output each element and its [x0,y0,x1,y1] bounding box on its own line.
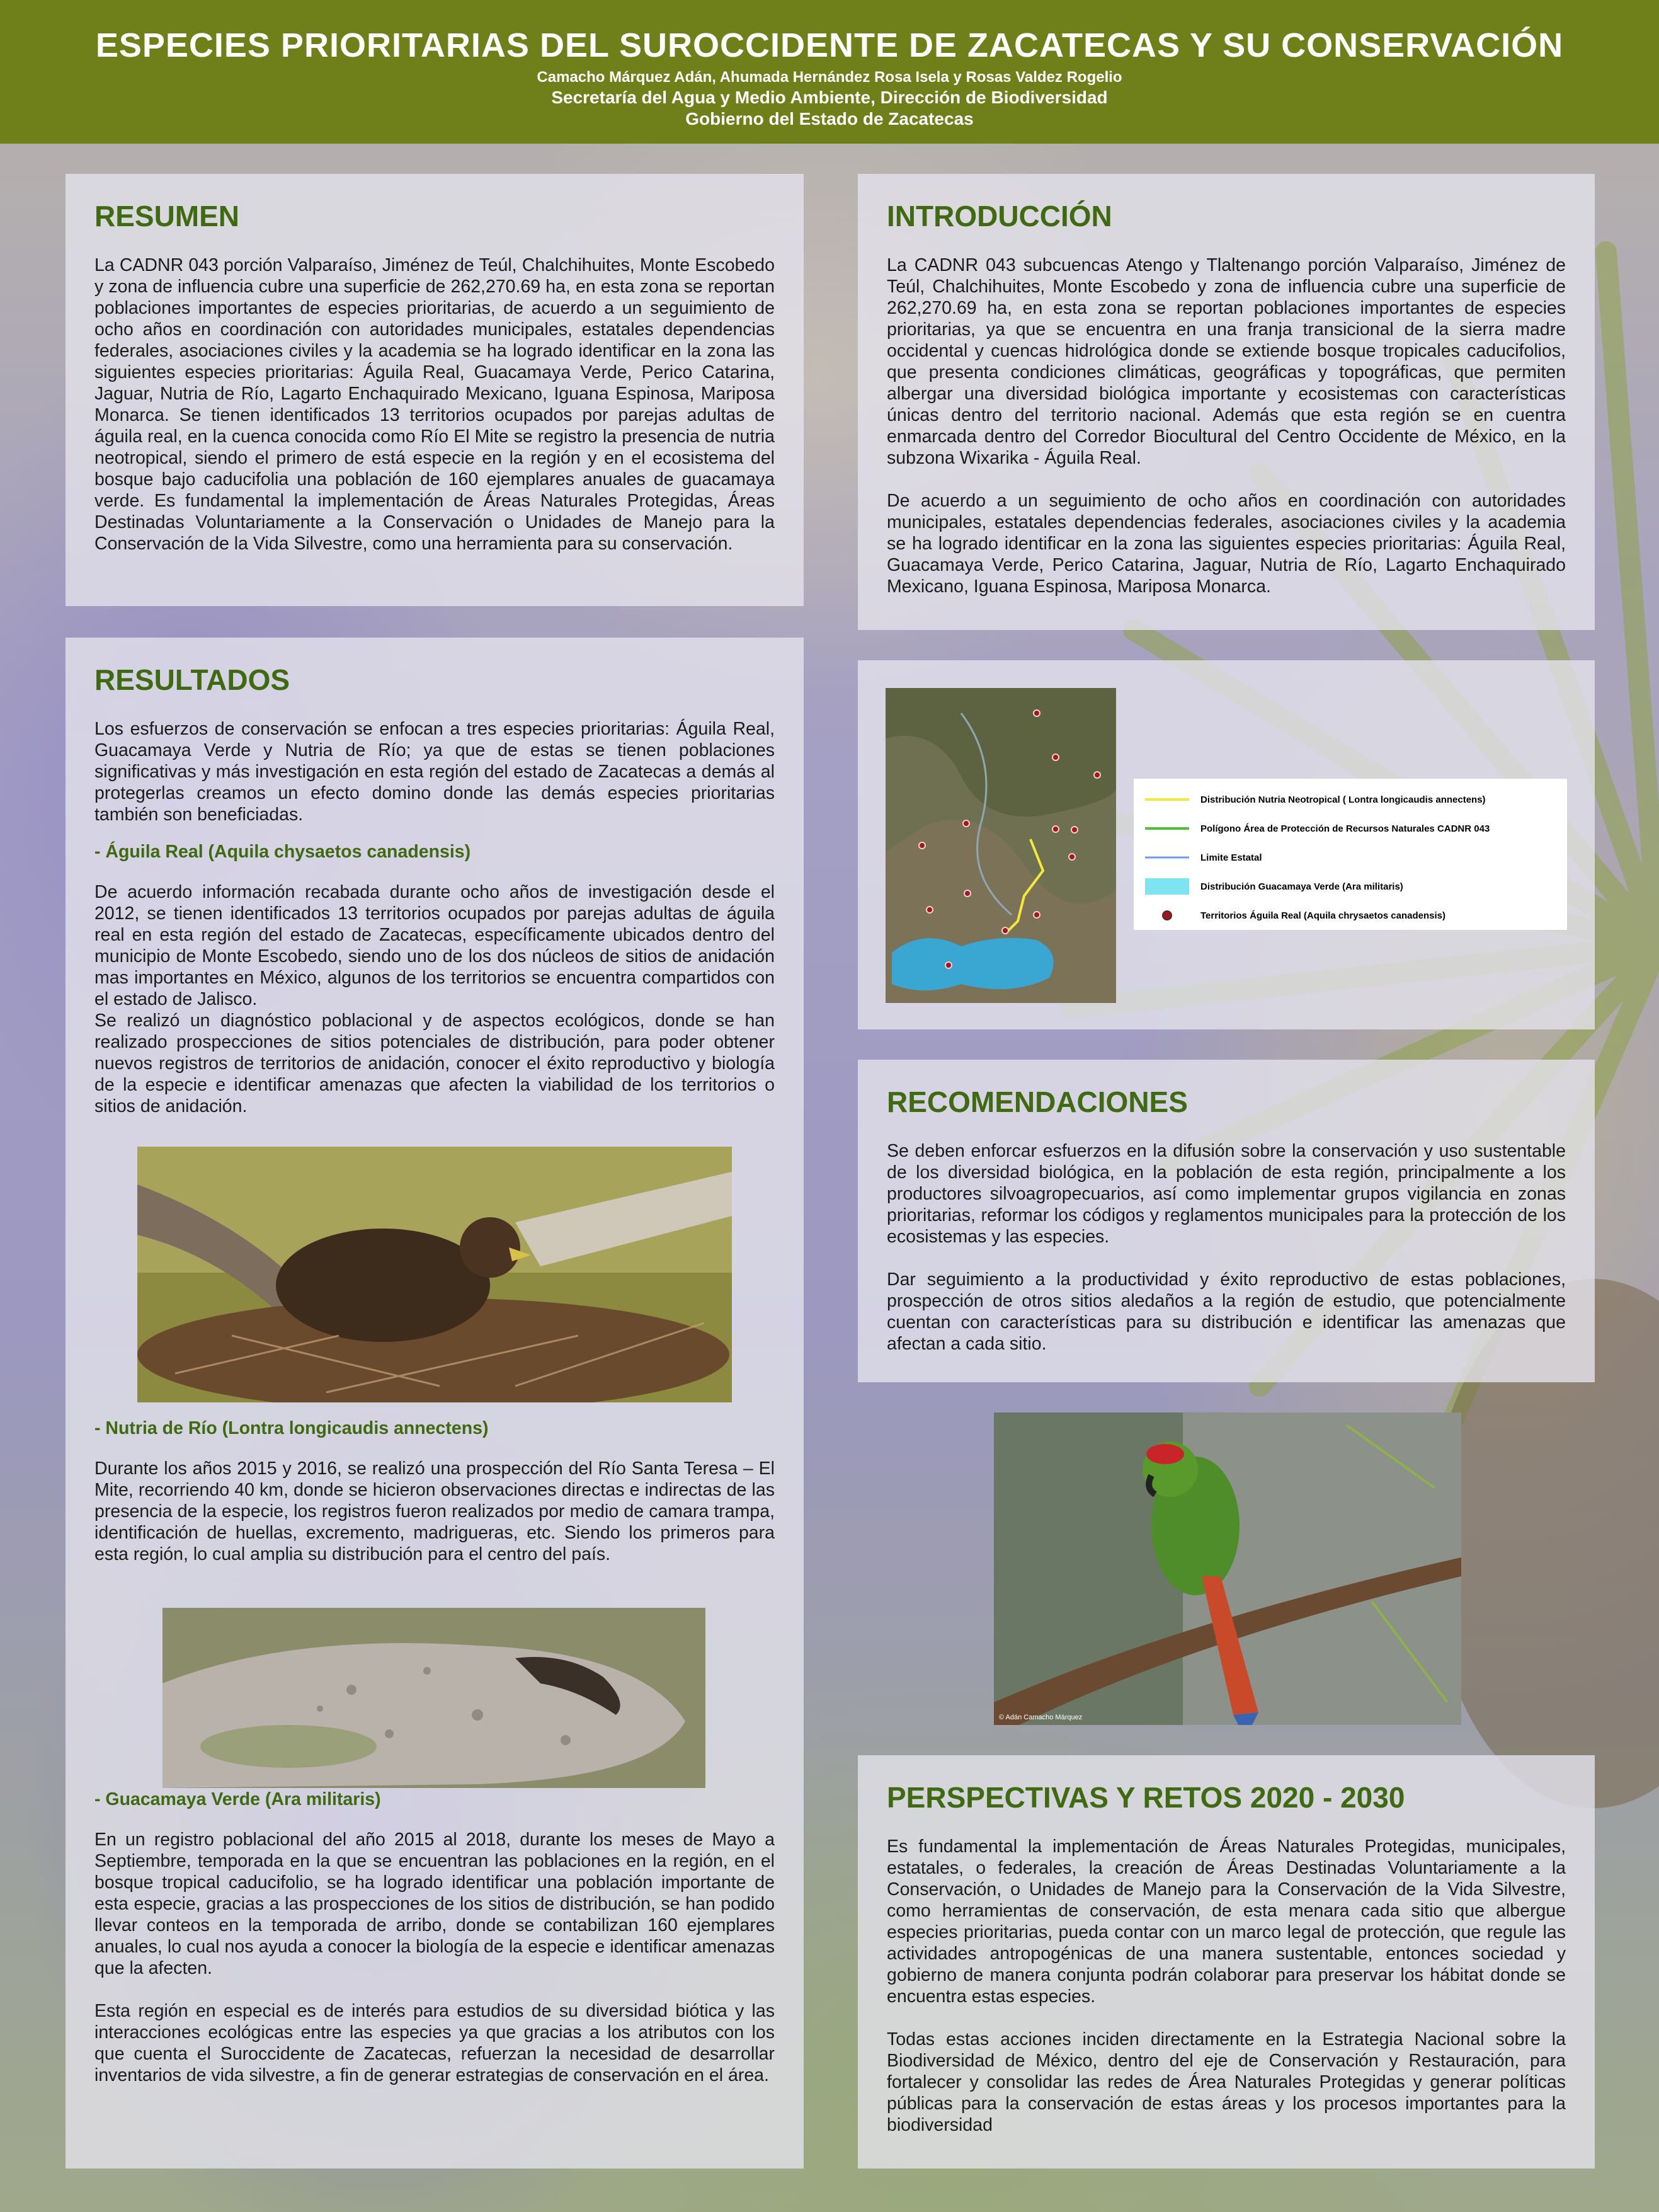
otter-photo [162,1608,705,1788]
legend-point-red-icon [1145,910,1189,921]
nutria-paragraph: Durante los años 2015 y 2016, se realizó una prospección del Río Santa Teresa – El Mite, recorriendo 40 km, donde se hicieron observaciones directas e indirectas de las presencia de la especie, los registros fueron realizados por medio de camara trampa, identificación de huellas, excremento, madrigueras, etc. Siendo los primeros para esta región, lo cual amplia su distribución para el centro del país. [94,1458,775,1564]
legend-item-poligono [1145,814,1556,843]
resumen-panel [66,174,804,606]
perspectivas-paragraph-2: Todas estas acciones inciden directamente en la Estrategia Nacional sobre la Biodiversidad de México, dentro del eje de Conservación y Restauración, para fortalecer y consolidar las redes de Área Naturales Protegidas y generar políticas públicas para la conservación de estas áreas y los procesos importantes para la biodiversidad [887,2029,1566,2135]
perspectivas-paragraph-1: Es fundamental la implementación de Áreas Naturales Protegidas, municipales, estatales, o federales, la creación de Áreas Destinadas Voluntariamente a la Conservación, o Unidades de Manejo para la Conservación de la Vida Silvestre, como herramientas de conservación, de esta menara cada sitio que albergue especies prioritarias, pueda contar con un marco legal de protección, que regule las actividades antropogénicas de una manera sustentable, entonces sociedad y gobierno de manera conjunta podrán colaborar para preservar los hábitat donde se encuentra estas especies. [887,1837,1566,2007]
aguila-subtitle: - Águila Real (Aquila chysaetos canadensis) [94,842,471,862]
recomendaciones-paragraph-2: Dar seguimiento a la productividad y éxito reproductivo de estas poblaciones, prospección de otros sitios aledaños a la región de estudio, que potencialmente cuentan con características para su distribución e identificar las amenazas que afectan a cada sitio. [887,1269,1566,1354]
poster-institution: Secretaría del Agua y Medio Ambiente, Dirección de Biodiversidad [551,88,1108,107]
introduccion-paragraph-2: De acuerdo a un seguimiento de ocho años en coordinación con autoridades municipales, estatales dependencias federales, asociaciones civiles y la academia se ha logrado identificar en la zona las siguientes especies prioritarias: Águila Real, Guacamaya Verde, Perico Catarina, Jaguar, Nutria de Río, Lagarto Enchaquirado Mexicano, Iguana Espinosa, Mariposa Monarca. [887,491,1566,597]
poster-title: ESPECIES PRIORITARIAS DEL SUROCCIDENTE DE ZACATECAS Y SU CONSERVACIÓN [95,26,1564,64]
resultados-heading: RESULTADOS [94,663,290,696]
map-legend [1134,779,1567,930]
perspectivas-panel [858,1755,1595,2169]
resultados-intro: Los esfuerzos de conservación se enfocan a tres especies prioritarias: Águila Real, Guacamaya Verde y Nutria de Río; ya que de estas se tienen poblaciones significativas y más investigación en esta región del estado de Zacatecas a demás al protegerlas creamos un efecto domino donde las demás especies prioritarias también son beneficiadas. [94,719,775,825]
photo-credit: © Adán Camacho Márquez [999,1714,1083,1721]
legend-line-yellow-icon [1145,796,1189,803]
guacamaya-paragraph-2: Esta región en especial es de interés para estudios de su diversidad biótica y las interacciones ecológicas entre las especies ya que gracias a los atributos con los que cuenta el Suroccidente de Zacatecas, refuerzan la necesidad de desarrollar inventarios de vida silvestre, a fin de generar estrategias de conservación en el área. [94,2001,775,2085]
legend-label: Distribución Nutria Neotropical ( Lontra longicaudis annectens) [1200,794,1486,805]
guacamaya-subtitle: - Guacamaya Verde (Ara militaris) [94,1789,381,1809]
poster-authors: Camacho Márquez Adán, Ahumada Hernández Rosa Isela y Rosas Valdez Rogelio [537,69,1122,86]
aguila-paragraph-2: Se realizó un diagnóstico poblacional y de aspectos ecológicos, donde se han realizado prospecciones de sitios potenciales de distribución, para poder obtener nuevos registros de territorios de anidación, conocer el éxito reproductivo y biología de la especie e identificar amenazas que afecten la viabilidad de los territorios o sitios de anidación. [94,1011,775,1116]
legend-label: Territorios Águila Real (Aquila chrysaetos canadensis) [1200,910,1446,921]
legend-label: Polígono Área de Protección de Recursos Naturales CADNR 043 [1200,823,1490,834]
legend-item-guacamaya [1145,872,1556,901]
legend-label: Distribución Guacamaya Verde (Ara militaris) [1200,881,1403,892]
study-area-map [886,688,1116,1003]
legend-line-blue-icon [1145,854,1189,861]
introduccion-paragraph-1: La CADNR 043 subcuencas Atengo y Tlaltenango porción Valparaíso, Jiménez de Teúl, Chalchihuites, Monte Escobedo y zona de influencia cubre una superficie de 262,270.69 ha, en esta zona se reportan poblaciones importantes de especies prioritarias, ya que se encuentra en una franja transicional de la sierra madre occidental y cuencas hidrológica donde se extiende bosque tropicales caducifolios, que presenta condiciones climáticas, geográficas y topográficas, que permiten albergar una diversidad biológica importante y ecosistemas con características únicas dentro del territorio nacional. Además que esta región se en cuentra enmarcada dentro del Corredor Biocultural del Centro Occidente de México, en la subzona Wixarika - Águila Real. [887,255,1566,468]
recomendaciones-paragraph-1: Se deben enforcar esfuerzos en la difusión sobre la conservación y uso sustentable de los diversidad biológica, en la población de esta región, principalmente a los productores silvoagropecuarios, así como implementar grupos vigilancia en zonas prioritarias, reformar los códigos y reglamentos municipales para la protección de los ecosistemas y las especies. [887,1141,1566,1247]
legend-item-nutria [1145,785,1556,814]
aguila-paragraph-1: De acuerdo información recabada durante ocho años de investigación desde el 2012, se tienen identificados 13 territorios ocupados por parejas adultas de águila real en esta región del estado de Zacatecas, específicamente ubicados dentro del municipio de Monte Escobedo, siendo uno de los dos núcleos de sitios de anidación mas importantes en México, algunos de los territorios se encuentra compartidos con el estado de Jalisco. [94,882,775,1009]
legend-item-aguila [1145,901,1556,930]
perspectivas-heading: PERSPECTIVAS Y RETOS 2020 - 2030 [887,1781,1405,1814]
legend-label: Limite Estatal [1200,852,1262,863]
introduccion-heading: INTRODUCCIÓN [887,200,1112,232]
poster-header [0,0,1659,144]
poster-government: Gobierno del Estado de Zacatecas [685,109,974,129]
resumen-heading: RESUMEN [94,200,240,232]
eagle-nest-photo [137,1147,732,1402]
recomendaciones-heading: RECOMENDACIONES [887,1086,1188,1118]
resumen-text: La CADNR 043 porción Valparaíso, Jiménez de Teúl, Chalchihuites, Monte Escobedo y zona de influencia cubre una superficie de 262,270.69 ha, en esta zona se reportan poblaciones importantes de especies prioritarias, de acuerdo a un seguimiento de ocho años en coordinación con autoridades municipales, estatales dependencias federales, asociaciones civiles y la academia se ha logrado identificar en la zona las siguientes especies prioritarias: Águila Real, Guacamaya Verde, Perico Catarina, Jaguar, Nutria de Río, Lagarto Enchaquirado Mexicano, Iguana Espinosa, Mariposa Monarca. Se tienen identificados 13 territorios ocupados por parejas adultas de águila real, en la cuenca conocida como Río El Mite se registro la presencia de nutria neotropical, siendo el primero de está especie en la región y en el ecosistema del bosque bajo caducifolia una población de 160 ejemplares anuales de guacamaya verde. Es fundamental la implementación de Áreas Naturales Protegidas, Áreas Destinadas Voluntariamente a la Conservación o Unidades de Manejo para la Conservación de la Vida Silvestre, como una herramienta para su conservación. [94,255,775,554]
introduccion-panel [858,174,1595,630]
recomendaciones-panel [858,1060,1595,1382]
nutria-subtitle: - Nutria de Río (Lontra longicaudis annectens) [94,1418,489,1438]
guacamaya-paragraph-1: En un registro poblacional del año 2015 al 2018, durante los meses de Mayo a Septiembre, temporada en la que se encuentran las poblaciones en la región, en el bosque tropical caducifolio, se ha logrado identificar una población importante de esta especie, gracias a las prospecciones de los sitios de distribución, se han podido llevar conteos en la temporada de arribo, donde se contabilizan 160 ejemplares anuales, lo cual nos ayuda a conocer la biología de la especie e identificar amenazas que la afecten. [94,1830,775,1978]
legend-item-limite [1145,843,1556,872]
resultados-panel [66,638,804,2169]
macaw-photo [994,1413,1461,1725]
legend-area-cyan-icon [1145,878,1189,895]
legend-line-green-icon [1145,825,1189,832]
